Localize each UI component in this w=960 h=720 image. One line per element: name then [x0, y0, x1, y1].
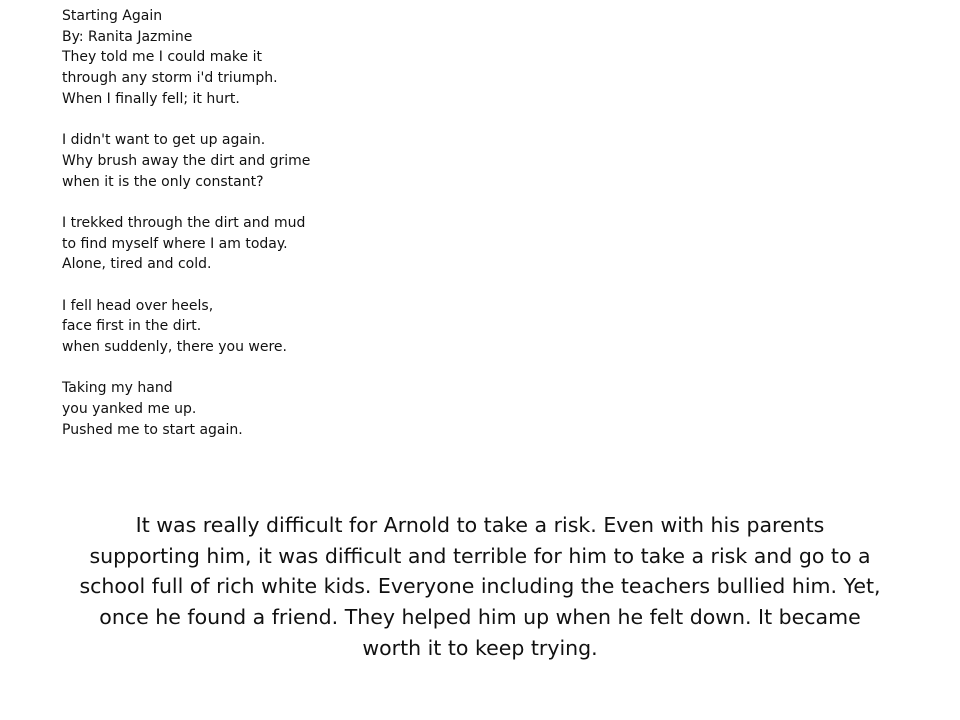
- summary-line: It was really difficult for Arnold to take a risk. Even with his parents: [135, 513, 825, 537]
- poem: [62, 6, 482, 440]
- poem-line: when it is the only constant?: [62, 173, 264, 190]
- poem-stanza-3: [62, 213, 482, 275]
- poem-line: to find myself where I am today.: [62, 235, 288, 252]
- summary-paragraph: [40, 510, 920, 664]
- poem-line: you yanked me up.: [62, 401, 197, 418]
- poem-stanza-4: [62, 296, 482, 358]
- poem-line: face first in the dirt.: [62, 318, 202, 335]
- poem-line: I fell head over heels,: [62, 297, 214, 314]
- poem-line: Why brush away the dirt and grime: [62, 152, 311, 169]
- poem-line: through any storm i'd triumph.: [62, 70, 278, 87]
- summary-line: supporting him, it was difficult and terrible for him to take a risk and go to a: [89, 543, 871, 568]
- poem-line: When I finally fell; it hurt.: [62, 90, 240, 107]
- poem-stanza-5: [62, 378, 482, 440]
- poem-line: I didn't want to get up again.: [62, 132, 266, 149]
- poem-stanza-2: [62, 130, 482, 192]
- summary-line: school full of rich white kids. Everyone including the teachers bullied him. Yet,: [79, 574, 881, 599]
- poem-line: I trekked through the dirt and mud: [62, 214, 306, 231]
- poem-line: Alone, tired and cold.: [62, 256, 212, 273]
- poem-line: They told me I could make it: [62, 49, 262, 66]
- poem-title: Starting Again: [62, 8, 163, 24]
- poem-line: when suddenly, there you were.: [62, 339, 287, 355]
- poem-line: Taking my hand: [62, 380, 173, 397]
- poem-line: Pushed me to start again.: [62, 421, 243, 438]
- summary-line: worth it to keep trying.: [362, 635, 598, 660]
- summary-line: once he found a friend. They helped him up when he felt down. It became: [99, 605, 861, 630]
- poem-author: By: Ranita Jazmine: [62, 28, 193, 45]
- poem-stanza-1: [62, 47, 482, 109]
